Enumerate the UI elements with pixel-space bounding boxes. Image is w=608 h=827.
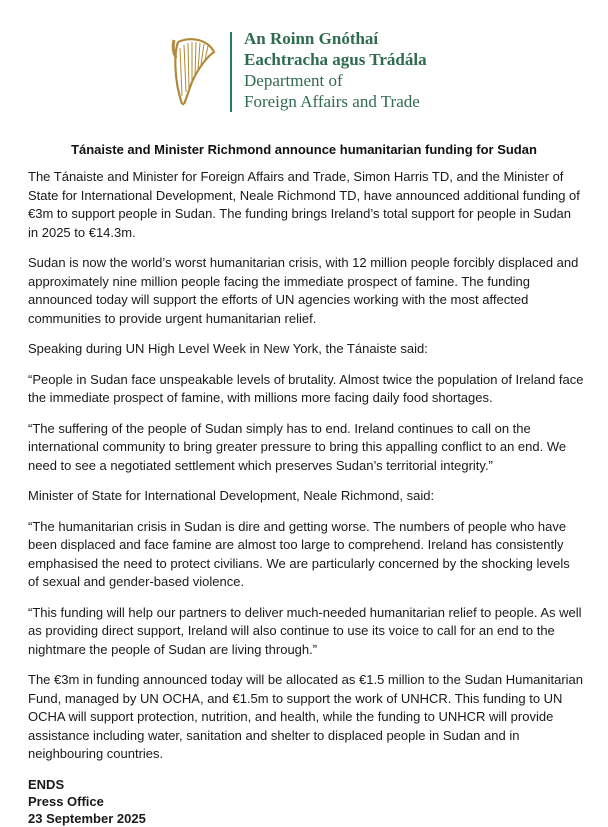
ends-marker: ENDS [28, 776, 65, 792]
press-release-footer [28, 776, 584, 827]
department-name [244, 28, 427, 112]
paragraph: “The suffering of the people of Sudan simply has to end. Ireland continues to call on the international community to bring greater pressure to bring this appalling conflict to an end. We need to see a negotiated settlement which preserves Sudan’s territorial integrity.” [28, 420, 567, 473]
paragraph: “This funding will help our partners to deliver much-needed humanitarian relief to people. As well as providing direct support, Ireland will also continue to use its voice to call for an end to the nightmare the people of Sudan are living through.” [28, 604, 582, 657]
paragraph: Sudan is now the world’s worst humanitarian crisis, with 12 million people forcibly displaced and approximately nine million people facing the immediate prospect of famine. The funding announced today will support the efforts of UN agencies working with the most affected communities to provide urgent humanitarian relief. [28, 255, 579, 326]
paragraph: Speaking during UN High Level Week in New York, the Tánaiste said: [28, 341, 428, 356]
paragraph: Minister of State for International Development, Neale Richmond, said: [28, 488, 435, 503]
paragraph: The Tánaiste and Minister for Foreign Affairs and Trade, Simon Harris TD, and the Minister of State for International Development, Neale Richmond TD, have announced additional funding of €3m to support people in Sudan. The funding brings Ireland’s total support for people in Sudan in 2025 to €14.3m. [28, 169, 580, 240]
release-date: 23 September 2025 [28, 810, 146, 826]
paragraph: “People in Sudan face unspeakable levels of brutality. Almost twice the population of Ireland face the immediate prospect of famine, with millions more facing daily food shortages. [28, 371, 584, 405]
department-name-english-line1: Department of [244, 71, 343, 90]
press-release-title: Tánaiste and Minister Richmond announce humanitarian funding for Sudan [71, 142, 537, 157]
department-name-irish-line1: An Roinn Gnóthaí [244, 29, 379, 48]
paragraph: The €3m in funding announced today will be allocated as €1.5 million to the Sudan Humanitarian Fund, managed by UN OCHA, and €1.5m to support the work of UNHCR. This funding to UN OCHA will support protection, nutrition, and health, while the funding to UNHCR will provide assistance including water, sanitation and shelter to displaced people in Sudan and in neighbouring countries. [28, 672, 584, 761]
department-name-irish-line2: Eachtracha agus Trádála [244, 50, 427, 69]
department-header [168, 28, 468, 114]
harp-icon [168, 34, 220, 108]
department-name-english-line2: Foreign Affairs and Trade [244, 92, 420, 111]
press-office: Press Office [28, 793, 104, 809]
header-divider [230, 32, 232, 112]
paragraph: “The humanitarian crisis in Sudan is dire and getting worse. The numbers of people who have been displaced and face famine are almost too large to comprehend. Ireland has consistently emphasised the need to protect civilians. We are particularly concerned by the shocking levels of sexual and gender-based violence. [28, 518, 570, 589]
press-release-body [28, 168, 584, 827]
